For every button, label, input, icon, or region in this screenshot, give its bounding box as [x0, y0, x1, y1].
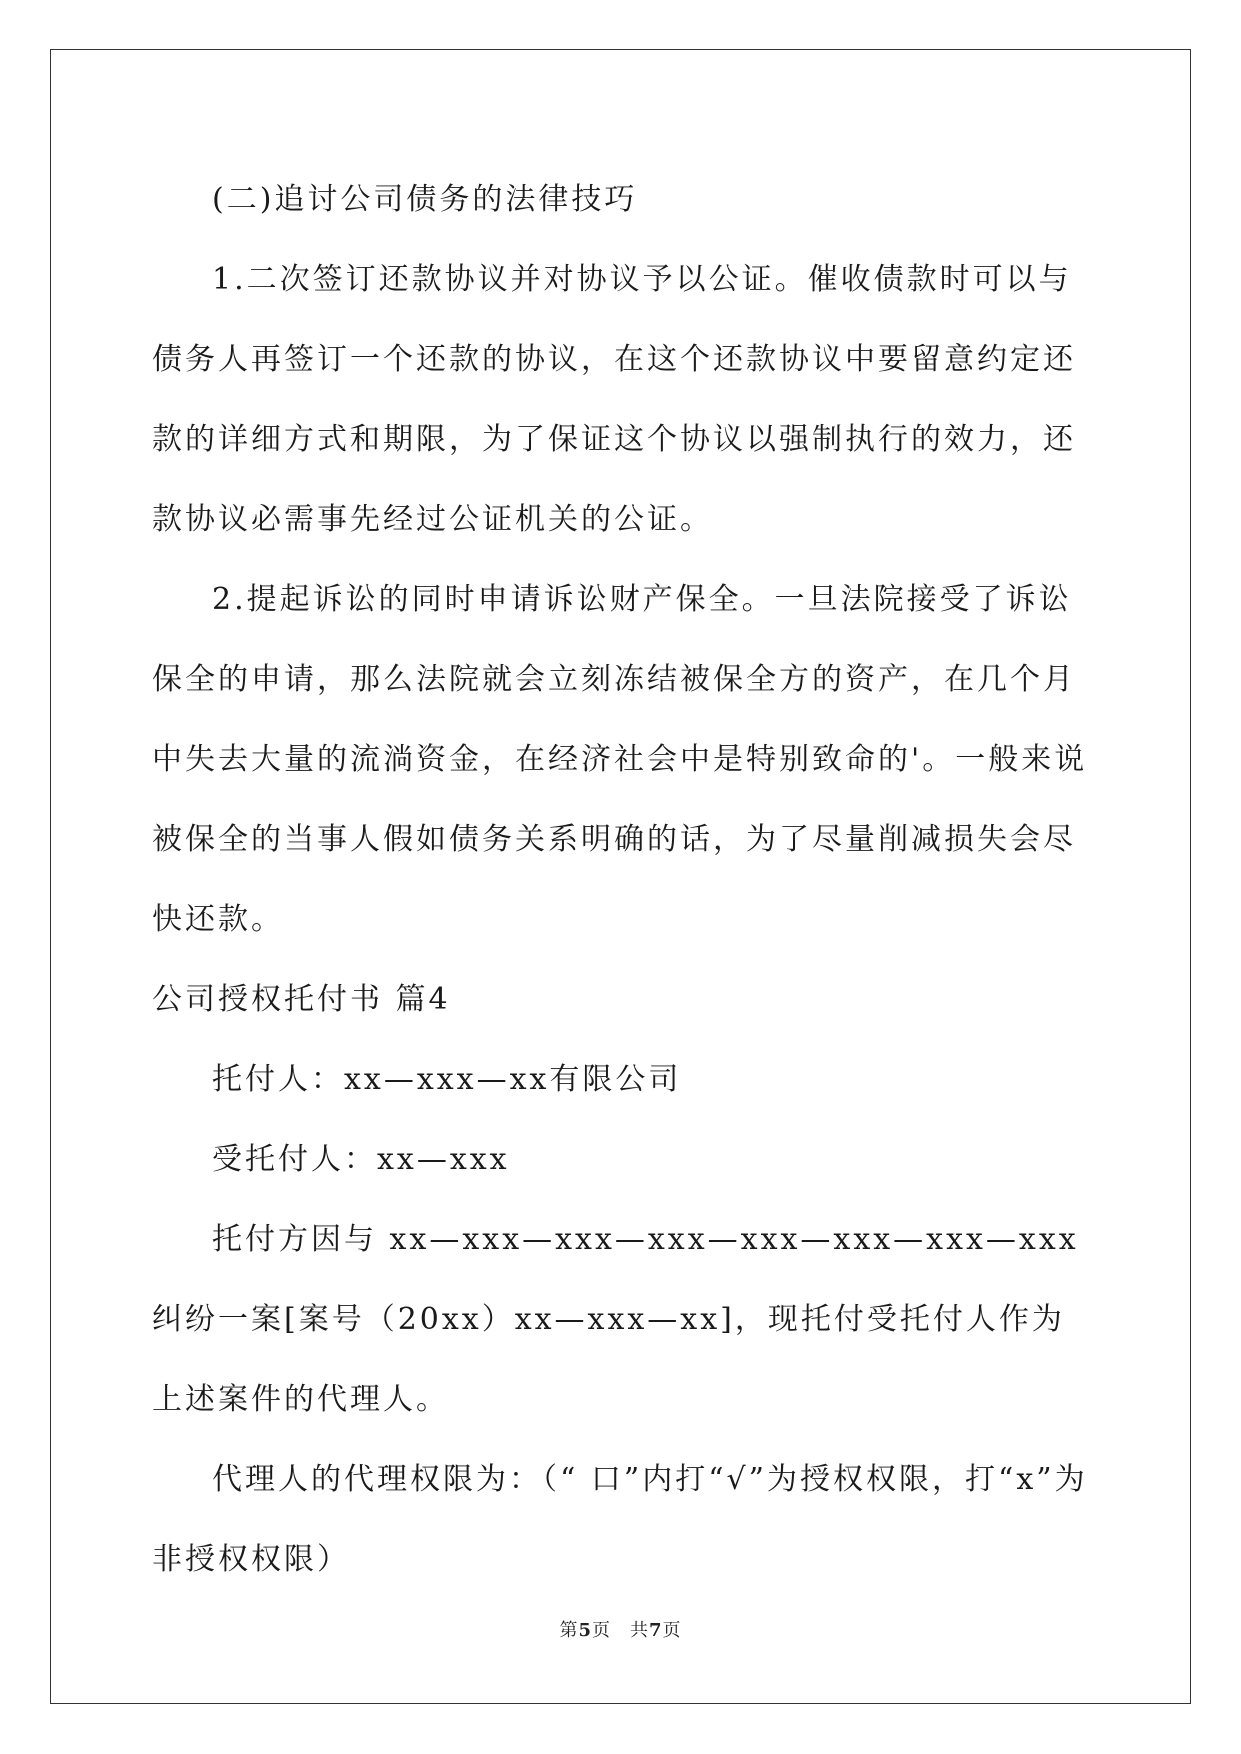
paragraph-section-heading: (二)追讨公司债务的法律技巧 — [212, 182, 638, 217]
footer-suffix: 页 — [662, 1620, 682, 1641]
document-body — [152, 160, 1092, 1600]
document-title: 公司授权托付书 篇4 — [152, 982, 451, 1017]
case-paragraph: 托付方因与 xx—xxx—xxx—xxx—xxx—xxx—xxx—xxx 纠纷一案[案号（20xx）xx—xxx—xx]，现托付受托付人作为上述案件的代理人。 — [152, 1222, 1079, 1417]
footer-prefix: 第 — [559, 1620, 579, 1641]
footer-page-total: 7 — [649, 1620, 663, 1641]
authority-paragraph: 代理人的代理权限为：（“ 口”内打“√”为授权权限，打“x”为非授权权限） — [152, 1462, 1088, 1577]
principal-line: 托付人：xx—xxx—xx有限公司 — [212, 1062, 682, 1097]
agent-line: 受托付人：xx—xxx — [212, 1142, 510, 1177]
footer-page-current: 5 — [578, 1620, 592, 1641]
paragraph-item-1: 1.二次签订还款协议并对协议予以公证。催收债款时可以与债务人再签订一个还款的协议，在这个还款协议中要留意约定还款的详细方式和期限，为了保证这个协议以强制执行的效力，还款协议必需事先经过公证机关的公证。 — [152, 262, 1076, 537]
paragraph-item-2: 2.提起诉讼的同时申请诉讼财产保全。一旦法院接受了诉讼保全的申请，那么法院就会立刻冻结被保全方的资产，在几个月中失去大量的流淌资金，在经济社会中是特别致命的'。一般来说被保全的当事人假如债务关系明确的话，为了尽量削减损失会尽快还款。 — [152, 582, 1088, 937]
page-footer — [0, 1616, 1241, 1642]
footer-mid: 页 共 — [592, 1620, 649, 1641]
